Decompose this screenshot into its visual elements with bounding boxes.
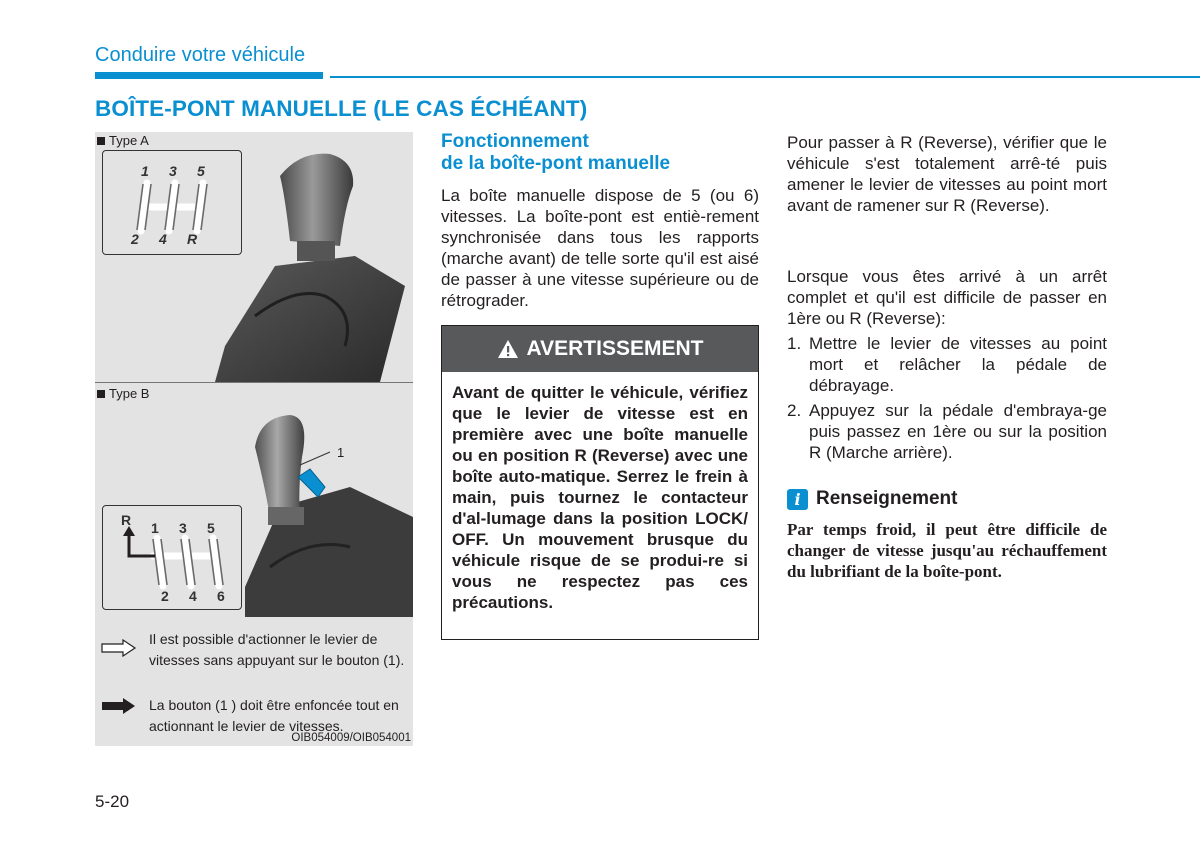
pattern-b-3: 3 — [179, 520, 187, 536]
shift-pattern-b — [102, 505, 242, 610]
stop-paragraph: Lorsque vous êtes arrivé à un arrêt complet et qu'il est difficile de passer en 1ère ou R (Reverse): — [787, 267, 1107, 328]
pattern-b-2: 2 — [161, 588, 169, 604]
step-number: 2. — [787, 401, 802, 420]
gear-shift-figure — [95, 132, 413, 746]
page-number: 5-20 — [95, 792, 130, 811]
header-accent-bar — [95, 72, 323, 79]
reverse-paragraph: Pour passer à R (Reverse), vérifier que le véhicule s'est totalement arrê-té puis amener le levier de vitesses au point mort avant de ramener sur R (Reverse). — [787, 133, 1107, 215]
chapter-title: Conduire votre véhicule — [95, 44, 306, 66]
pattern-a-5: 5 — [197, 163, 205, 179]
pattern-a-2: 2 — [131, 231, 139, 247]
info-title: Renseignement — [816, 488, 958, 509]
step-text: Mettre le levier de vitesses au point mort et relâcher la pédale de débrayage. — [809, 334, 1107, 395]
section-title: BOÎTE-PONT MANUELLE (LE CAS ÉCHÉANT) — [95, 96, 588, 121]
warning-box — [441, 325, 759, 640]
pattern-a-3: 3 — [169, 163, 177, 179]
outline-arrow-icon — [101, 639, 137, 657]
gear-knob-a-illustration — [205, 146, 415, 382]
type-b-label: Type B — [97, 386, 149, 401]
pattern-b-5: 5 — [207, 520, 215, 536]
pattern-a-1: 1 — [141, 163, 149, 179]
figure-divider — [95, 382, 413, 383]
pattern-a-r: R — [187, 231, 198, 247]
filled-arrow-icon — [101, 697, 137, 715]
warning-text: Avant de quitter le véhicule, vérifiez que le levier de vitesse est en première avec une boîte manuelle ou en position R (Reverse) avec une boîte auto-matique. Serrez le frein à main, puis tournez le contacteur d'al-lumage dans la position LOCK/ OFF. Un mouvement brusque du véhicule risque de se produi-re si vous ne respectez pas ces précautions. — [452, 383, 748, 612]
operation-title-line2: de la boîte-pont manuelle — [441, 153, 671, 174]
warning-title: AVERTISSEMENT — [526, 337, 704, 360]
warning-header — [442, 326, 758, 372]
header-rule — [330, 76, 1200, 78]
info-text: Par temps froid, il peut être difficile de changer de vitesse jusqu'au réchauffement du lubrifiant de la boîte-pont. — [787, 520, 1107, 581]
legend-outline-arrow — [101, 629, 411, 693]
pattern-a-4: 4 — [159, 231, 167, 247]
list-item — [787, 333, 1107, 396]
warning-triangle-icon — [497, 339, 519, 359]
operation-title — [441, 131, 670, 175]
step-text: Appuyez sur la pédale d'embraya-ge puis passez en 1ère ou sur la position R (Marche arrière). — [809, 401, 1107, 462]
callout-number: 1 — [337, 445, 345, 460]
gear-knob-b-illustration — [230, 407, 413, 617]
pattern-b-r: R — [121, 512, 132, 528]
steps-list — [787, 333, 1107, 467]
legend-text-1: Il est possible d'actionner le levier de vitesses sans appuyant sur le bouton (1). — [149, 631, 405, 668]
step-number: 1. — [787, 334, 802, 353]
list-item — [787, 400, 1107, 463]
info-heading — [787, 488, 957, 510]
operation-title-line1: Fonctionnement — [441, 131, 589, 152]
legend-text-2: La bouton (1 ) doit être enfoncée tout en actionnant le levier de vitesses. — [149, 697, 399, 734]
pattern-b-1: 1 — [151, 520, 159, 536]
figure-code: OIB054009/OIB054001 — [291, 732, 411, 744]
info-icon: i — [787, 489, 808, 510]
pattern-b-4: 4 — [189, 588, 197, 604]
pattern-b-6: 6 — [217, 588, 225, 604]
type-a-label: Type A — [97, 133, 149, 148]
operation-paragraph: La boîte manuelle dispose de 5 (ou 6) vitesses. La boîte-pont est entiè-rement synchronisée dans tous les rapports (marche avant) de telle sorte qu'il est aisé de passer à une vitesse supérieure ou de rétrograder. — [441, 186, 759, 310]
